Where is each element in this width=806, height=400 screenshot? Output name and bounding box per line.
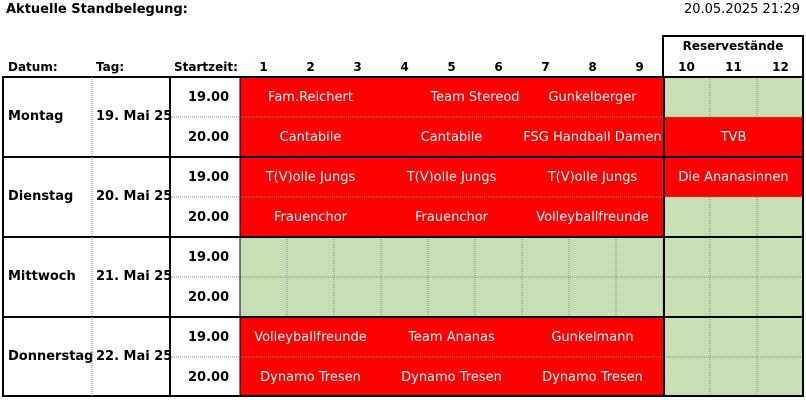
- booked-slot[interactable]: [710, 117, 757, 157]
- free-slot[interactable]: [710, 77, 757, 117]
- free-slot[interactable]: [757, 317, 804, 357]
- free-slot[interactable]: [663, 237, 710, 277]
- free-slot[interactable]: [663, 77, 710, 117]
- booked-slot[interactable]: [522, 357, 663, 397]
- column-number: 11: [725, 60, 742, 74]
- booked-slot[interactable]: [240, 157, 381, 197]
- free-slot[interactable]: [616, 277, 663, 317]
- booked-slot[interactable]: [240, 357, 381, 397]
- free-slot[interactable]: [663, 277, 710, 317]
- booking-label: Die Ananasinnen: [678, 170, 789, 185]
- booking-label: Gunkelmann: [551, 330, 634, 345]
- booking-label: Dynamo Tresen: [542, 370, 643, 385]
- free-slot[interactable]: [381, 277, 428, 317]
- free-slot[interactable]: [569, 277, 616, 317]
- booking-label: Volleyballfreunde: [536, 210, 649, 225]
- column-number: 6: [494, 60, 503, 74]
- header-tag: Tag:: [96, 60, 125, 74]
- page-title: Aktuelle Standbelegung:: [6, 2, 188, 17]
- free-slot[interactable]: [475, 237, 522, 277]
- free-slot[interactable]: [710, 197, 757, 237]
- booked-slot[interactable]: [428, 77, 522, 117]
- slot-time: 20.00: [188, 130, 230, 145]
- booking-label: Frauenchor: [273, 210, 347, 225]
- day-name: Mittwoch: [8, 269, 76, 284]
- booking-label: Fam.Reichert: [268, 90, 353, 105]
- booked-slot[interactable]: [381, 317, 522, 357]
- free-slot[interactable]: [663, 317, 710, 357]
- booking-label: Dynamo Tresen: [401, 370, 502, 385]
- booking-label: Team Stereod: [430, 90, 520, 105]
- booked-slot[interactable]: [522, 157, 663, 197]
- booked-slot[interactable]: [240, 77, 381, 117]
- day-name: Donnerstag: [8, 349, 94, 364]
- booked-slot[interactable]: [381, 117, 522, 157]
- timestamp: 20.05.2025 21:29: [683, 2, 800, 17]
- booking-label: Volleyballfreunde: [254, 330, 367, 345]
- column-number: 7: [541, 60, 550, 74]
- day-name: Dienstag: [8, 189, 74, 204]
- booking-label: Dynamo Tresen: [260, 370, 361, 385]
- booking-label: Cantabile: [279, 130, 342, 145]
- day-date: 20. Mai 25: [96, 189, 173, 204]
- reserve-label: Reservestände: [682, 39, 784, 53]
- slot-time: 19.00: [188, 250, 230, 265]
- column-number: 1: [259, 60, 268, 74]
- booked-slot[interactable]: [381, 157, 522, 197]
- booked-slot[interactable]: [522, 317, 663, 357]
- free-slot[interactable]: [475, 277, 522, 317]
- header-startzeit: Startzeit:: [174, 60, 238, 74]
- free-slot[interactable]: [663, 357, 710, 397]
- free-slot[interactable]: [710, 357, 757, 397]
- column-number: 3: [353, 60, 362, 74]
- free-slot[interactable]: [334, 237, 381, 277]
- free-slot[interactable]: [710, 237, 757, 277]
- booking-label: Team Ananas: [408, 330, 495, 345]
- booking-label: Cantabile: [420, 130, 483, 145]
- column-number: 8: [588, 60, 597, 74]
- free-slot[interactable]: [757, 197, 804, 237]
- column-number: 2: [306, 60, 315, 74]
- booked-slot[interactable]: [663, 117, 710, 157]
- free-slot[interactable]: [757, 77, 804, 117]
- day-date: 21. Mai 25: [96, 269, 173, 284]
- booked-slot[interactable]: [381, 197, 522, 237]
- free-slot[interactable]: [240, 277, 287, 317]
- booked-slot[interactable]: [381, 77, 428, 117]
- booking-label: T(V)olle Jungs: [406, 170, 497, 185]
- slot-time: 20.00: [188, 370, 230, 385]
- free-slot[interactable]: [757, 237, 804, 277]
- booked-slot[interactable]: [522, 197, 663, 237]
- booked-slot[interactable]: [240, 317, 381, 357]
- booking-label: FSG Handball Damen: [523, 130, 662, 145]
- free-slot[interactable]: [569, 237, 616, 277]
- slot-time: 19.00: [188, 170, 230, 185]
- day-date: 22. Mai 25: [96, 349, 173, 364]
- booked-slot[interactable]: [240, 197, 381, 237]
- free-slot[interactable]: [616, 237, 663, 277]
- free-slot[interactable]: [757, 357, 804, 397]
- booking-label: TVB: [720, 130, 747, 145]
- booked-slot[interactable]: [757, 117, 804, 157]
- column-number: 4: [400, 60, 409, 74]
- free-slot[interactable]: [522, 237, 569, 277]
- free-slot[interactable]: [428, 237, 475, 277]
- column-number: 5: [447, 60, 456, 74]
- free-slot[interactable]: [757, 277, 804, 317]
- free-slot[interactable]: [287, 277, 334, 317]
- column-number: 10: [678, 60, 695, 74]
- free-slot[interactable]: [710, 317, 757, 357]
- day-name: Montag: [8, 109, 64, 124]
- booking-label: Gunkelberger: [548, 90, 637, 105]
- free-slot[interactable]: [240, 237, 287, 277]
- slot-time: 19.00: [188, 330, 230, 345]
- free-slot[interactable]: [710, 277, 757, 317]
- free-slot[interactable]: [334, 277, 381, 317]
- booking-label: Frauenchor: [414, 210, 488, 225]
- column-number: 12: [772, 60, 789, 74]
- booking-label: T(V)olle Jungs: [547, 170, 638, 185]
- free-slot[interactable]: [522, 277, 569, 317]
- free-slot[interactable]: [381, 237, 428, 277]
- booked-slot[interactable]: [663, 157, 804, 197]
- booked-slot[interactable]: [522, 117, 663, 157]
- slot-time: 20.00: [188, 210, 230, 225]
- free-slot[interactable]: [663, 197, 710, 237]
- free-slot[interactable]: [428, 277, 475, 317]
- booked-slot[interactable]: [522, 77, 663, 117]
- day-date: 19. Mai 25: [96, 109, 173, 124]
- slot-time: 19.00: [188, 90, 230, 105]
- booked-slot[interactable]: [240, 117, 381, 157]
- booking-label: T(V)olle Jungs: [265, 170, 356, 185]
- slot-time: 20.00: [188, 290, 230, 305]
- header-datum: Datum:: [8, 60, 58, 74]
- column-number: 9: [635, 60, 644, 74]
- free-slot[interactable]: [287, 237, 334, 277]
- booked-slot[interactable]: [381, 357, 522, 397]
